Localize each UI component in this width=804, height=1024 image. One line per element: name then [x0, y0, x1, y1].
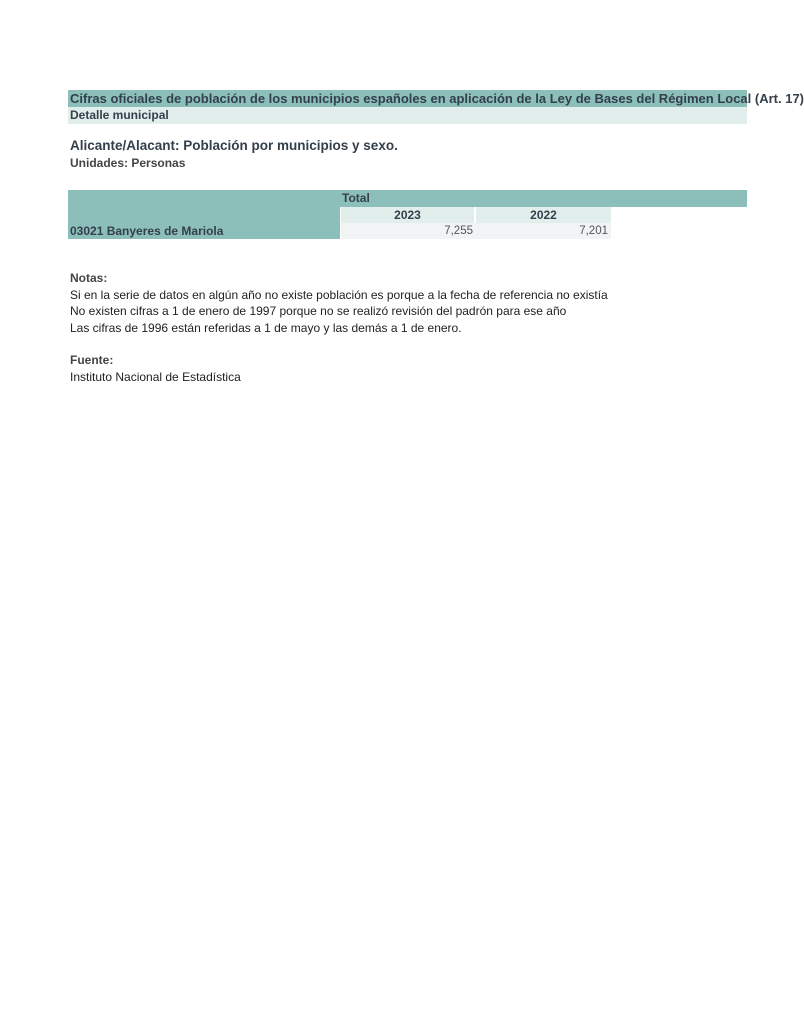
note-line: No existen cifras a 1 de enero de 1997 porque no se realizó revisión del padrón para ese año — [70, 304, 567, 318]
page-subtitle: Detalle municipal — [70, 108, 169, 122]
column-header-year: 2022 — [476, 207, 611, 223]
source-text: Instituto Nacional de Estadística — [70, 370, 241, 384]
table-row-label: 03021 Banyeres de Mariola — [68, 223, 340, 239]
subtitle-band — [68, 107, 747, 124]
page-title: Cifras oficiales de población de los municipios españoles en aplicación de la Ley de Bases del Régimen Local (Art. 17) — [70, 91, 804, 106]
note-line: Si en la serie de datos en algún año no existe población es porque a la fecha de referencia no existía — [70, 288, 608, 302]
table-cell-value: 7,201 — [476, 223, 611, 239]
table-cell-value: 7,255 — [341, 223, 476, 239]
title-band — [68, 90, 804, 107]
source-label: Fuente: — [70, 353, 114, 367]
table-header-blank — [68, 207, 340, 223]
note-line: Las cifras de 1996 están referidas a 1 de mayo y las demás a 1 de enero. — [70, 321, 462, 335]
table-header-blank — [68, 190, 340, 207]
column-header-year: 2023 — [341, 207, 474, 223]
table-header-total: Total — [340, 190, 747, 207]
units-label: Unidades: Personas — [70, 156, 186, 170]
report-heading: Alicante/Alacant: Población por municipios y sexo. — [70, 138, 398, 153]
notes-label: Notas: — [70, 271, 108, 285]
